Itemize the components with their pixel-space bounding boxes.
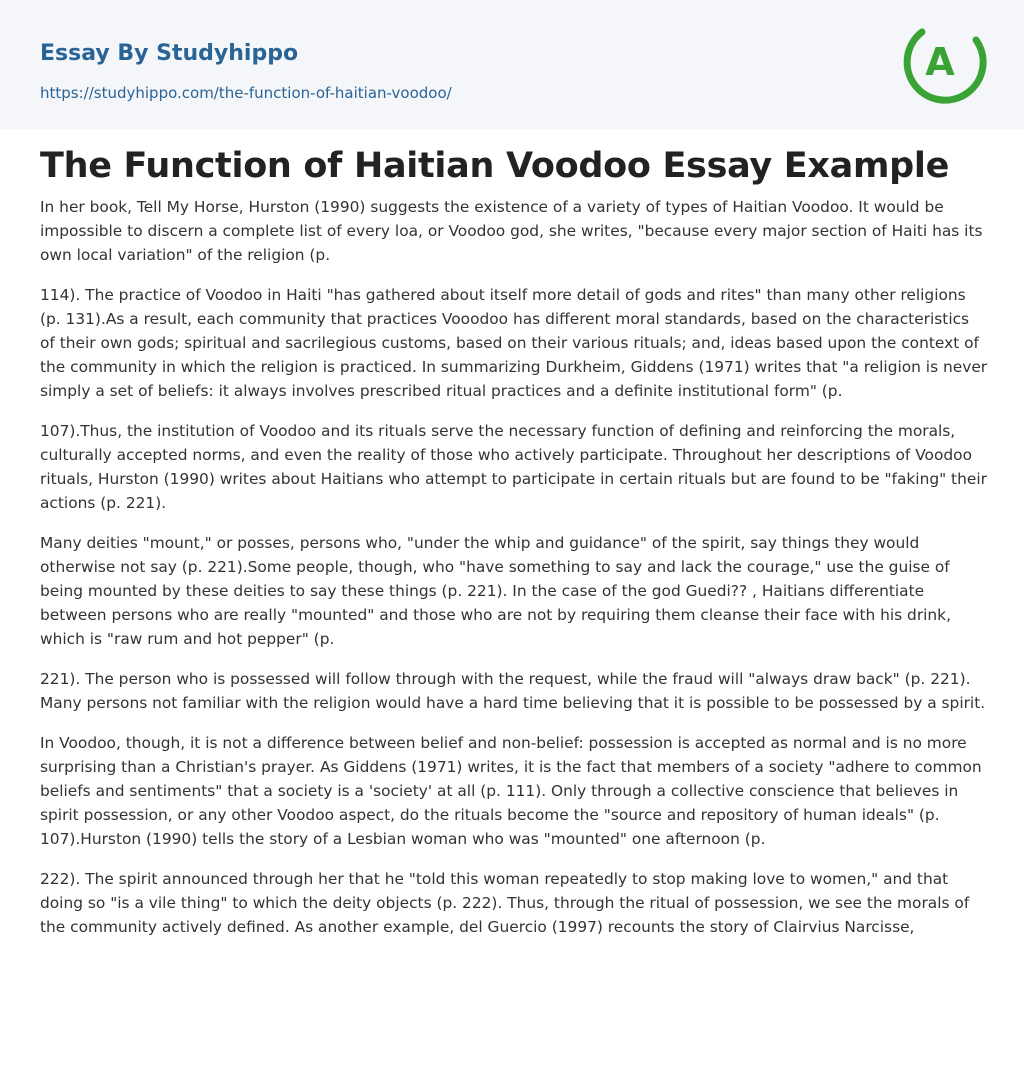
paragraph: In her book, Tell My Horse, Hurston (1990) suggests the existence of a variety of types of Haitian Voodoo. It would be impossible to discern a complete list of every loa, or Voodoo god, she writes, "because every major section of Haiti has its own local variation" of the religion (p.: [40, 198, 983, 264]
paragraph: 107).Thus, the institution of Voodoo and its rituals serve the necessary function of defining and reinforcing the morals, culturally accepted norms, and even the reality of those who actively participate. Throughout her descriptions of Voodoo rituals, Hurston (1990) writes about Haitians who attempt to participate in certain rituals but are found to be "faking" their actions (p. 221).: [40, 422, 987, 512]
page-title: The Function of Haitian Voodoo Essay Example: [40, 146, 950, 186]
paragraph: Many deities "mount," or posses, persons who, "under the whip and guidance" of the spirit, say things they would otherwise not say (p. 221).Some people, though, who "have something to say and lack the courage," use the guise of being mounted by these deities to say these things (p. 221). In the case of the god Guedi?? , Haitians differentiate between persons who are really "mounted" and those who are not by requiring them cleanse their face with his drink, which is "raw rum and hot pepper" (p.: [40, 534, 951, 648]
article-body: [40, 195, 988, 955]
site-title[interactable]: Essay By Studyhippo: [40, 41, 299, 66]
logo-letter: A: [925, 40, 955, 84]
paragraph: 114). The practice of Voodoo in Haiti "has gathered about itself more detail of gods and rites" than many other religions (p. 131).As a result, each community that practices Vooodoo has different moral standards, based on the characteristics of their own gods; spiritual and sacrilegious customs, based on their various rituals; and, ideas based upon the context of the community in which the religion is practiced. In summarizing Durkheim, Giddens (1971) writes that "a religion is never simply a set of beliefs: it always involves prescribed ritual practices and a definite institutional form" (p.: [40, 286, 988, 400]
paragraph: In Voodoo, though, it is not a difference between belief and non-belief: possession is accepted as normal and is no more surprising than a Christian's prayer. As Giddens (1971) writes, it is the fact that members of a society "adhere to common beliefs and sentiments" that a society is a 'society' at all (p. 111). Only through a collective conscience that believes in spirit possession, or any other Voodoo aspect, do the rituals become the "source and repository of human ideals" (p. 107).Hurston (1990) tells the story of a Lesbian woman who was "mounted" one afternoon (p.: [40, 734, 982, 848]
source-url-link[interactable]: https://studyhippo.com/the-function-of-haitian-voodoo/: [40, 84, 452, 102]
paragraph: 222). The spirit announced through her that he "told this woman repeatedly to stop making love to women," and that doing so "is a vile thing" to which the deity objects (p. 222). Thus, through the ritual of possession, we see the morals of the community actively defined. As another example, del Guercio (1997) recounts the story of Clairvius Narcisse,: [40, 870, 970, 936]
paragraph: 221). The person who is possessed will follow through with the request, while the fraud will "always draw back" (p. 221). Many persons not familiar with the religion would have a hard time believing that it is possible to be possessed by a spirit.: [40, 670, 986, 712]
